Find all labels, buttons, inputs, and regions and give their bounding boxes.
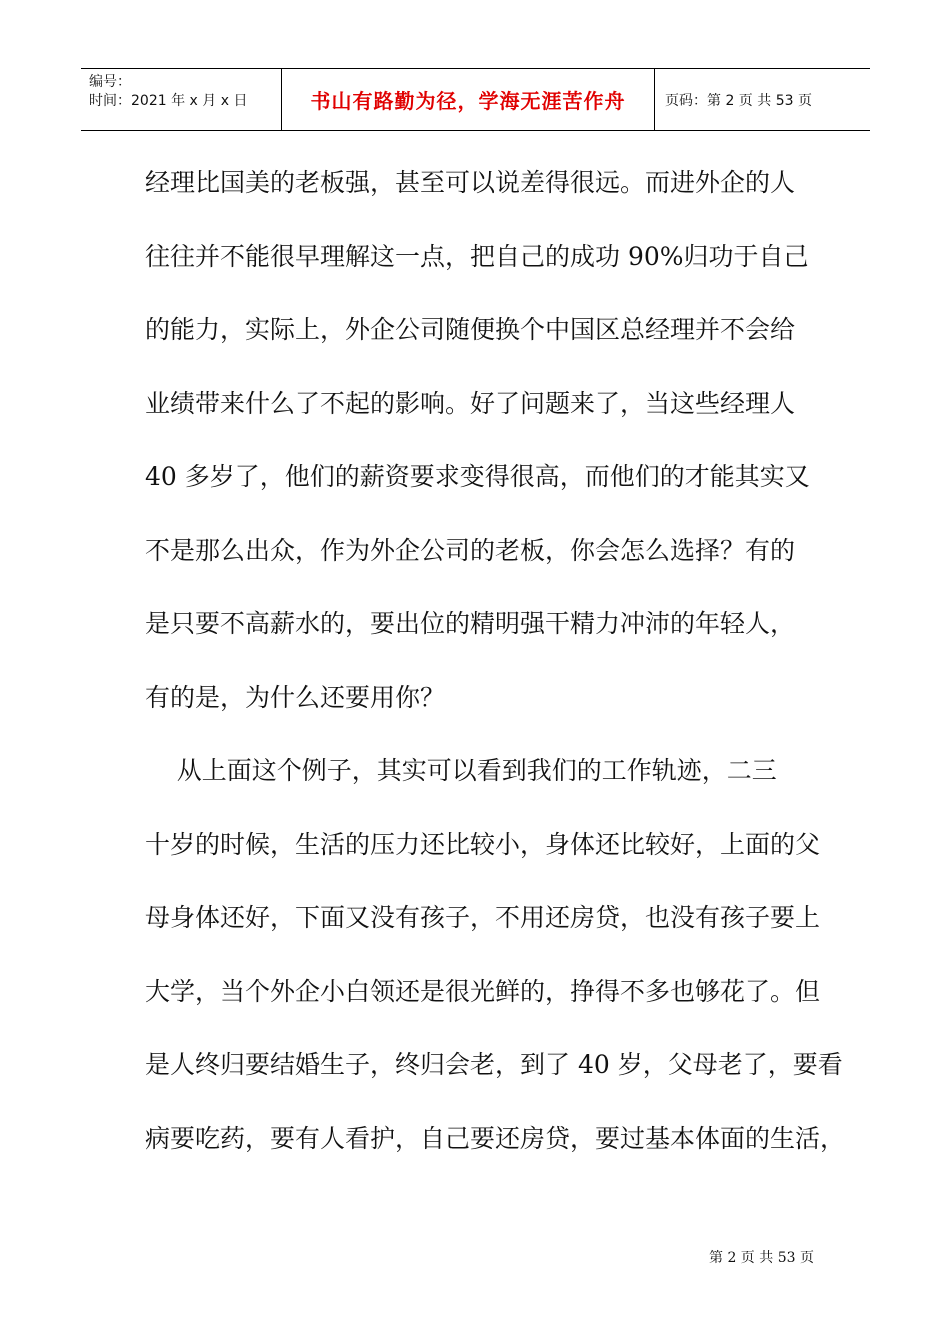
header-motto-cell [282, 69, 655, 130]
body-line: 业绩带来什么了不起的影响。好了问题来了，当这些经理人 [145, 388, 796, 418]
body-line: 母身体还好，下面又没有孩子，不用还房贷，也没有孩子要上 [145, 903, 821, 932]
time-label: 时间：2021 年 x 月 x 日 [89, 93, 248, 109]
body-line: 病要吃药，要有人看护，自己要还房贷，要过基本体面的生活， [145, 1123, 846, 1153]
document-body [145, 146, 846, 1175]
page-header [81, 68, 870, 131]
header-page-cell [655, 69, 870, 130]
page-label: 页码：第 2 页 共 53 页 [665, 92, 812, 109]
body-line: 是人终归要结婚生子，终归会老，到了 40 岁，父母老了，要看 [145, 1050, 843, 1079]
body-line: 经理比国美的老板强，甚至可以说差得很远。而进外企的人 [145, 168, 796, 197]
body-line: 十岁的时候，生活的压力还比较小，身体还比较好，上面的父 [145, 829, 821, 859]
number-label: 编号： [89, 74, 131, 90]
page-footer [709, 1247, 814, 1267]
body-line: 40 多岁了，他们的薪资要求变得很高，而他们的才能其实又 [145, 462, 810, 491]
body-line: 不是那么出众，作为外企公司的老板，你会怎么选择？有的 [145, 535, 796, 565]
header-meta-cell [81, 69, 282, 130]
body-line: 的能力，实际上，外企公司随便换个中国区总经理并不会给 [145, 315, 796, 344]
body-line: 往往并不能很早理解这一点，把自己的成功 90%归功于自己 [145, 241, 809, 271]
body-line: 大学，当个外企小白领还是很光鲜的，挣得不多也够花了。但 [145, 976, 821, 1006]
body-line: 是只要不高薪水的，要出位的精明强干精力冲沛的年轻人， [145, 609, 796, 638]
body-line: 有的是，为什么还要用你？ [145, 682, 446, 712]
footer-page-number: 第 2 页 共 53 页 [709, 1250, 814, 1266]
body-line: 从上面这个例子，其实可以看到我们的工作轨迹，二三 [145, 756, 777, 785]
motto-text: 书山有路勤为径，学海无涯苦作舟 [310, 89, 626, 113]
